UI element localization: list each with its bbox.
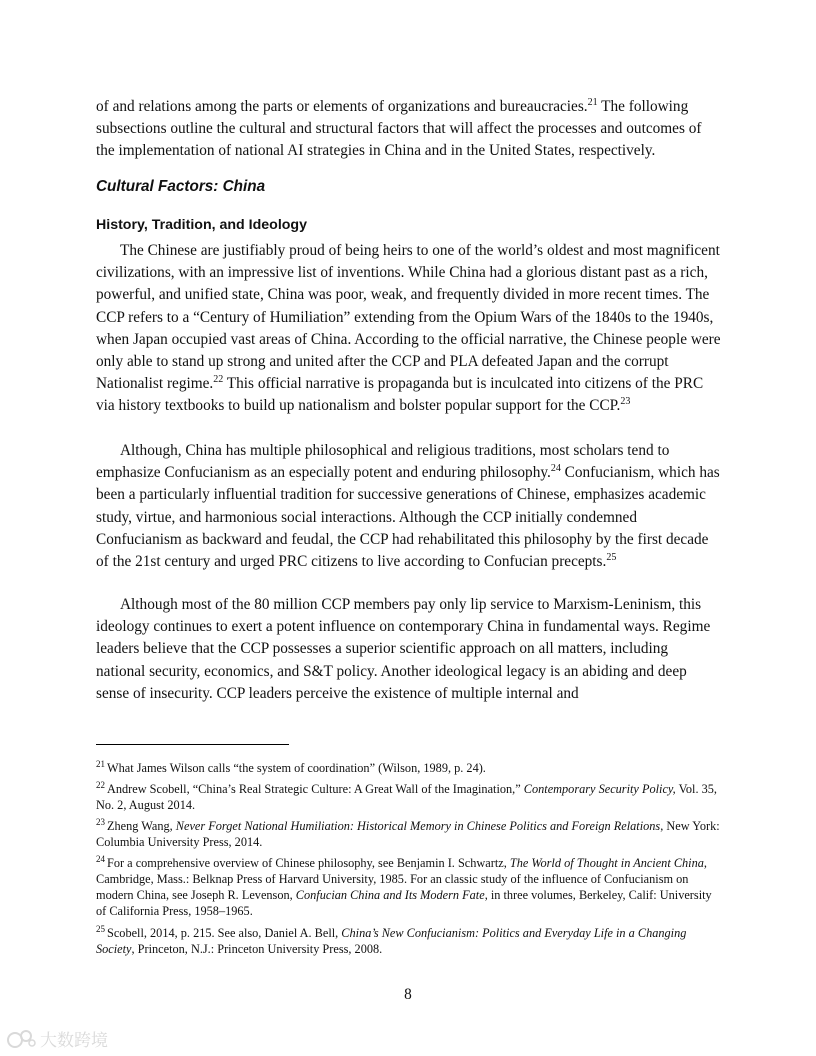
footnote-ref-22[interactable]: 22	[213, 374, 224, 386]
watermark-logo-icon	[6, 1028, 36, 1050]
watermark	[6, 1026, 108, 1051]
footnote-separator	[96, 744, 289, 745]
footnote-24: $^{24}$ For a comprehensive overview of Chinese philosophy, see Benjamin I. Schwartz, The World of Thought in Ancient China, Cambridge, Mass.: Belknap Press of Harvard University, 1985. For an classic study of the influence of Confucianism on modern China, see Joseph R. Levenson, Confucian China and Its Modern Fate, in three volumes, Berkeley, Calif: University of California Press, 1958–1965.	[96, 853, 712, 918]
paragraph-confucianism: Although, China has multiple philosophical and religious traditions, most scholars tend to emphasize Confucianism as an especially potent and enduring philosophy.$^{24}$ Confucianism, which has been a particularly influential tradition for successive generations of Chinese, emphasizes academic study, virtue, and harmonious social interactions. Although the CCP initially condemned Confucianism as backward and feudal, the CCP had rehabilitated this philosophy by the first decade of the 21st century and urged PRC citizens to live according to Confucian precepts.$^{25}$	[96, 442, 720, 571]
footnote-ref-24[interactable]: 24	[550, 463, 561, 475]
footnote-25: $^{25}$ Scobell, 2014, p. 215. See also, Daniel A. Bell, China’s New Confucianism: Politics and Everyday Life in a Changing Society, Princeton, N.J.: Princeton University Press, 2008.	[96, 923, 687, 956]
paragraph-ideology: Although most of the 80 million CCP members pay only lip service to Marxism-Leninism, this ideology continues to exert a potent influence on contemporary China in fundamental ways. Regime leaders believe that the CCP possesses a superior scientific approach on all matters, including national security, economics, and S&T policy. Another ideological legacy is an abiding and deep sense of insecurity. CCP leaders perceive the existence of multiple internal and	[96, 596, 711, 702]
subsection-heading: History, Tradition, and Ideology	[96, 217, 307, 233]
footnote-22: $^{22}$ Andrew Scobell, “China’s Real Strategic Culture: A Great Wall of the Imagination,” Contemporary Security Policy, Vol. 35, No. 2, August 2014.	[96, 779, 717, 812]
footnote-ref-21[interactable]: 21	[587, 96, 598, 108]
footnote-ref-23[interactable]: 23	[620, 396, 631, 408]
page-number: 8	[404, 986, 412, 1003]
footnote-21: $^{21}$ What James Wilson calls “the system of coordination” (Wilson, 1989, p. 24).	[96, 758, 486, 775]
section-heading: Cultural Factors: China	[96, 178, 266, 195]
watermark-text: 大数跨境	[40, 1031, 108, 1051]
intro-paragraph: of and relations among the parts or elements of organizations and bureaucracies.$^{21}$ The following subsections outline the cultural and structural factors that will affect the processes and outcomes of the implementation of national AI strategies in China and in the United States, respectively.	[96, 96, 702, 160]
footnote-ref-25[interactable]: 25	[606, 551, 617, 563]
footnote-23: $^{23}$ Zheng Wang, Never Forget National Humiliation: Historical Memory in Chinese Politics and Foreign Relations, New York: Columbia University Press, 2014.	[96, 816, 720, 849]
paragraph-history: The Chinese are justifiably proud of being heirs to one of the world’s oldest and most magnificent civilizations, with an impressive list of inventions. While China had a glorious distant past as a rich, powerful, and unified state, China was poor, weak, and frequently divided in more recent times. The CCP refers to a “Century of Humiliation” extending from the Opium Wars of the 1840s to the 1940s, when Japan occupied vast areas of China. According to the official narrative, the Chinese people were only able to stand up strong and united after the CCP and PLA defeated Japan and the corrupt Nationalist regime.$^{22}$ This official narrative is propaganda but is inculcated into citizens of the PRC via history textbooks to build up nationalism and bolster popular support for the CCP.$^{23}$	[96, 242, 721, 415]
